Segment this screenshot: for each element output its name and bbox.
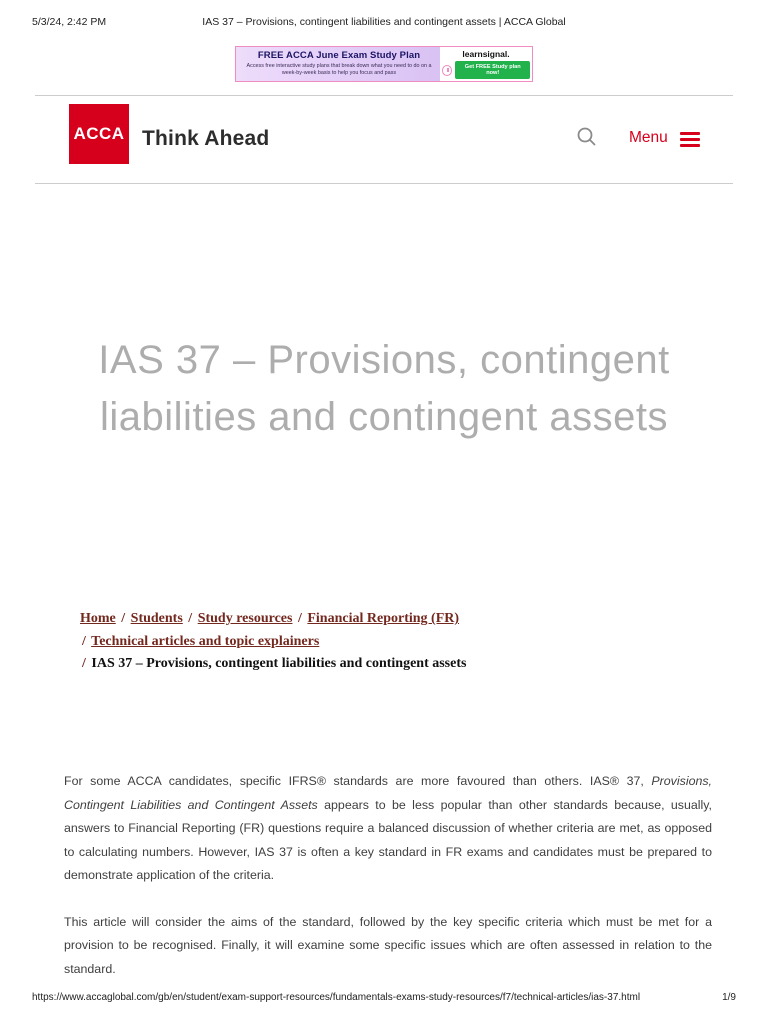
clock-icon [442,65,452,76]
promo-title: FREE ACCA June Exam Study Plan [257,50,421,61]
breadcrumb-link-home[interactable]: Home [80,611,116,626]
print-datetime: 5/3/24, 2:42 PM [32,16,107,28]
breadcrumb-separator: / [188,611,193,626]
breadcrumb-link-study-resources[interactable]: Study resources [197,611,293,626]
promo-subtitle: Access free interactive study plans that break down what you need to do on a week-by-week basis to help you focus and pass [246,63,432,76]
print-header [0,16,768,32]
search-button[interactable] [576,126,598,148]
print-document-title: IAS 37 – Provisions, contingent liabilities and contingent assets | ACCA Global [202,16,566,28]
breadcrumb-current-page: IAS 37 – Provisions, contingent liabilities and contingent assets [91,656,467,671]
breadcrumb-separator: / [82,656,86,671]
paragraph-text: For some ACCA candidates, specific IFRS® standards are more favoured than others. IAS® 37, [64,774,652,788]
menu-icon-bar [680,138,700,141]
search-icon [576,126,598,148]
menu-icon-bar [680,132,700,135]
breadcrumb-separator: / [121,611,126,626]
breadcrumb-separator: / [297,611,302,626]
paragraph-italic-text: Provisions, Contingent Liabilities and Contingent Assets [64,774,712,812]
header-divider-bottom [35,183,733,184]
breadcrumb-link-financial-reporting[interactable]: Financial Reporting (FR) [307,611,460,626]
menu-icon-bar [680,144,700,147]
article-paragraph [64,770,712,888]
promo-banner-cta-area [440,47,532,81]
get-study-plan-button[interactable]: Get FREE Study plan now! [455,61,530,79]
breadcrumb-separator: / [82,633,86,649]
header-divider-top [35,95,733,96]
menu-icon[interactable] [680,132,700,147]
promo-banner[interactable] [235,46,533,82]
page-title-wrap [0,332,768,446]
breadcrumb-link-students[interactable]: Students [130,611,183,626]
breadcrumb-link-technical-articles[interactable]: Technical articles and topic explainers [91,633,320,649]
print-page-number: 1/9 [722,992,736,1003]
menu-label[interactable]: Menu [629,129,668,146]
promo-banner-text [236,47,440,81]
article-paragraph: This article will consider the aims of the standard, followed by the key specific criteria which must be met for a provision to be recognised. Finally, it will examine some specific issues which are often assessed in relation to the standard. [64,914,712,976]
paragraph-text: appears to be less popular than other standards because, usually, answers to Financial Reporting (FR) questions require a balanced discussion of whether criteria are met, as opposed to calculating numbers. However, IAS 37 is often a key standard in FR exams and candidates must be prepared to demonstrate application of the criteria. [64,797,713,882]
think-ahead-tagline: Think Ahead [142,127,270,150]
promo-cta-row [442,61,530,79]
acca-logo[interactable]: ACCA [69,104,129,164]
print-url: https://www.accaglobal.com/gb/en/student/exam-support-resources/fundamentals-exams-study-resources/f7/technical-articles/ias-37.html [32,992,641,1003]
breadcrumb [80,608,690,676]
page-title: IAS 37 – Provisions, contingent liabilities and contingent assets [98,338,670,440]
article-body [64,770,712,981]
promo-brand: learnsignal. [462,49,510,59]
